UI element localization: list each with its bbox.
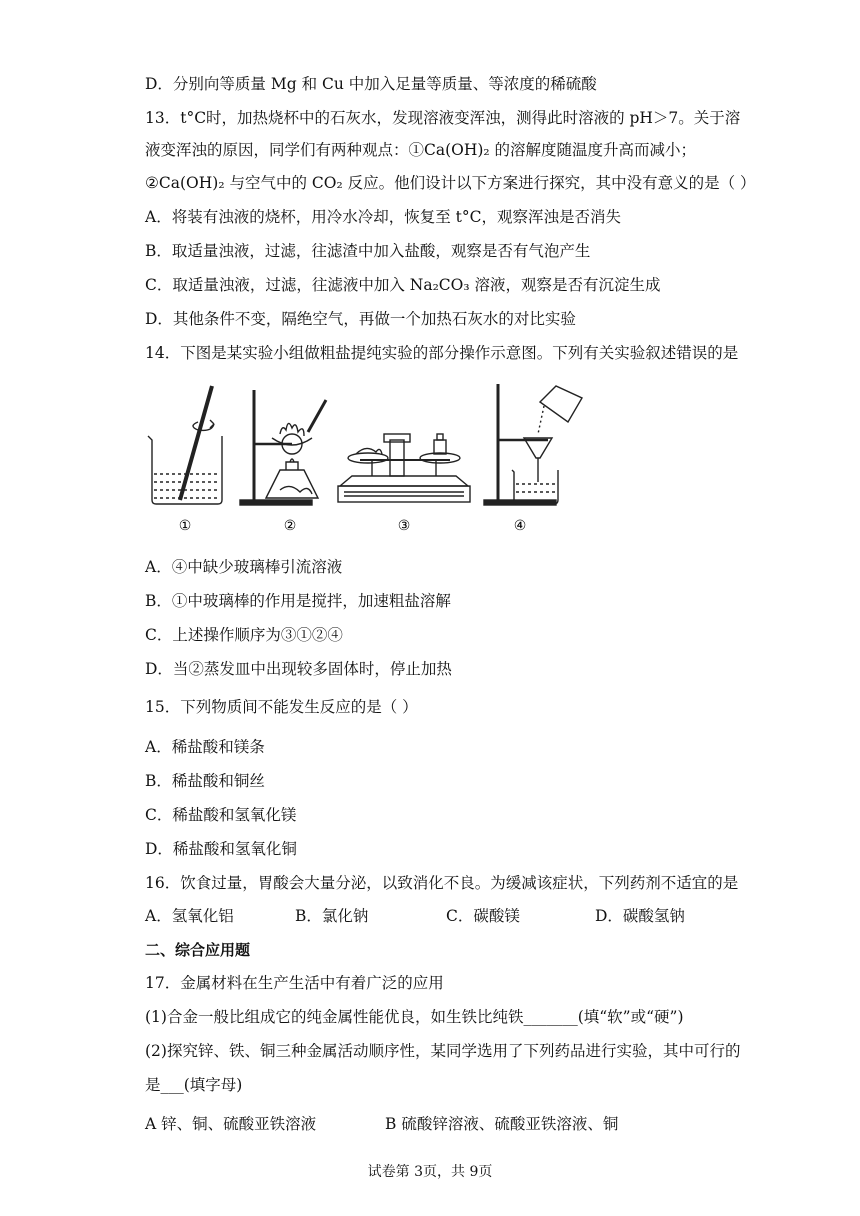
section-heading: 二、综合应用题 [145, 941, 251, 959]
q17-stem: 17．金属材料在生产生活中有着广泛的应用 [145, 974, 444, 992]
q15-option-c: C．稀盐酸和氢氧化镁 [145, 806, 297, 824]
q16-stem: 16．饮食过量，胃酸会大量分泌，以致消化不良。为缓减该症状，下列药剂不适宜的是 [145, 874, 739, 892]
evaporation-illustration [240, 390, 326, 505]
page-footer: 试卷第 3页，共 9页 [367, 1164, 493, 1180]
figure-label-2: ② [283, 518, 297, 534]
q13-stem-line2: 液变浑浊的原因，同学们有两种观点：①Ca(OH)₂ 的溶解度随温度升高而减小； [145, 141, 697, 159]
q13-option-d: D．其他条件不变，隔绝空气，再做一个加热石灰水的对比实验 [145, 310, 576, 328]
q17-part2-line2: 是___(填字母) [145, 1076, 243, 1094]
beaker-stirring-illustration [148, 386, 222, 504]
q15-option-b: B．稀盐酸和铜丝 [145, 772, 265, 790]
q13-stem-line3: ②Ca(OH)₂ 与空气中的 CO₂ 反应。他们设计以下方案进行探究，其中没有意义的是（ ） [145, 174, 756, 192]
q13-option-a: A．将装有浊液的烧杯，用冷水冷却，恢复至 t°C，观察浑浊是否消失 [145, 208, 621, 226]
q14-stem: 14．下图是某实验小组做粗盐提纯实验的部分操作示意图。下列有关实验叙述错误的是 [145, 344, 739, 362]
q14-option-d: D．当②蒸发皿中出现较多固体时，停止加热 [145, 660, 452, 678]
q14-option-b: B．①中玻璃棒的作用是搅拌，加速粗盐溶解 [145, 592, 451, 610]
q17-option-a: A 锌、铜、硫酸亚铁溶液 [145, 1115, 317, 1133]
q17-part1: (1)合金一般比组成它的纯金属性能优良，如生铁比纯铁_______(填“软”或“硬”) [145, 1008, 684, 1026]
balance-illustration [338, 434, 470, 502]
q15-option-a: A．稀盐酸和镁条 [145, 738, 265, 756]
q16-option-a: A．氢氧化铝 [145, 907, 234, 925]
figure-label-4: ④ [513, 518, 527, 534]
q14-option-a: A．④中缺少玻璃棒引流溶液 [145, 558, 343, 576]
q17-option-b: B 硫酸锌溶液、硫酸亚铁溶液、铜 [385, 1115, 619, 1133]
figure-label-1: ① [178, 518, 192, 534]
q13-stem-line1: 13．t°C时，加热烧杯中的石灰水，发现溶液变浑浊，测得此时溶液的 pH＞7。关于溶 [145, 109, 741, 127]
q12-option-d: D．分别向等质量 Mg 和 Cu 中加入足量等质量、等浓度的稀硫酸 [145, 75, 597, 93]
q16-option-d: D．碳酸氢钠 [595, 907, 685, 925]
q13-option-b: B．取适量浊液，过滤，往滤渣中加入盐酸，观察是否有气泡产生 [145, 242, 591, 260]
q16-option-b: B．氯化钠 [295, 907, 369, 925]
q15-option-d: D．稀盐酸和氢氧化铜 [145, 840, 297, 858]
q17-part2-line1: (2)探究锌、铁、铜三种金属活动顺序性，某同学选用了下列药品进行实验，其中可行的 [145, 1042, 741, 1060]
q14-option-c: C．上述操作顺序为③①②④ [145, 626, 343, 644]
lab-operations-figure [140, 378, 610, 538]
figure-label-3: ③ [397, 518, 411, 534]
filtration-illustration [484, 384, 582, 505]
q13-option-c: C．取适量浊液，过滤，往滤液中加入 Na₂CO₃ 溶液，观察是否有沉淀生成 [145, 276, 661, 294]
q16-option-c: C．碳酸镁 [446, 907, 520, 925]
q15-stem: 15．下列物质间不能发生反应的是（ ） [145, 698, 418, 716]
